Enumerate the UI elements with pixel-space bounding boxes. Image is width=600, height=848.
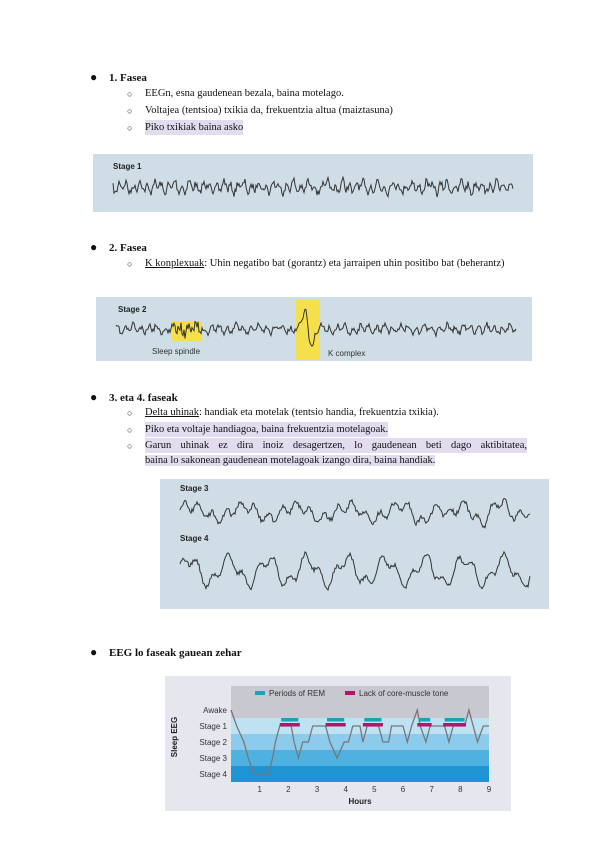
- section1-item-3: Piko txikiak baina asko: [145, 122, 244, 133]
- section3-item-3-line1: Garun uhinak ez dira inoiz desagertzen, lo gaudenean beti dago aktibitatea,: [145, 440, 527, 451]
- stage4-label: Stage 4: [180, 534, 209, 543]
- tone-period-bar: [280, 723, 300, 727]
- stage3-label: Stage 3: [180, 484, 209, 493]
- stage-label: Stage 2: [199, 738, 227, 747]
- tone-period-bar: [326, 723, 346, 727]
- bullet-dot: ●: [90, 240, 98, 254]
- bullet-dot: ●: [90, 645, 98, 659]
- stage-label: Awake: [203, 706, 227, 715]
- section4-title: EEG lo faseak gauean zehar: [109, 647, 242, 659]
- stage-label: Stage 3: [199, 754, 227, 763]
- section3-item-1: [145, 405, 439, 420]
- bullet-dot: ●: [90, 70, 98, 84]
- tone-period-bar: [417, 723, 431, 727]
- stage-label: Stage 4: [199, 770, 227, 779]
- section3-item-2: Piko eta voltaje handiagoa, baina frekuentzia motelagoak.: [145, 424, 389, 435]
- y-axis-label: Sleep EEG: [170, 716, 179, 758]
- sub-bullet: ○: [127, 425, 133, 435]
- hour-tick-label: 9: [486, 785, 492, 794]
- tone-period-bar: [443, 723, 466, 727]
- stage2-label: Stage 2: [118, 305, 147, 314]
- sub-bullet: ○: [127, 106, 133, 116]
- k-complex-term: K konplexuak: [145, 258, 205, 269]
- section2-item-rest: : Uhin negatibo bat (gorantz) eta jarraipen uhin positibo bat (beherantz): [204, 258, 505, 269]
- sub-bullet: ○: [127, 441, 133, 451]
- spindle-label: Sleep spindle: [152, 347, 201, 356]
- legend-rem-swatch: [255, 691, 265, 695]
- hour-ticks: [257, 785, 491, 794]
- section3-item-3: [145, 438, 527, 468]
- legend-tone-label: Lack of core-muscle tone: [359, 689, 449, 698]
- stage1-eeg-figure: [93, 154, 533, 212]
- stage1-label: Stage 1: [113, 162, 142, 171]
- hour-tick-label: 8: [458, 785, 463, 794]
- stage-labels: [199, 706, 227, 779]
- section2-title: 2. Fasea: [109, 242, 147, 254]
- tone-period-bar: [363, 723, 383, 727]
- sleep-stages-chart: [165, 676, 511, 811]
- stage1-wave: [113, 177, 513, 197]
- sub-bullet: ○: [127, 408, 133, 418]
- sub-bullet: ○: [127, 259, 133, 269]
- sub-bullet: ○: [127, 123, 133, 133]
- hour-tick-label: 7: [429, 785, 434, 794]
- hour-tick-label: 2: [286, 785, 291, 794]
- delta-term: Delta uhinak: [145, 407, 199, 418]
- section1-title: 1. Fasea: [109, 72, 147, 84]
- kcomplex-label: K complex: [328, 349, 366, 358]
- legend-rem-label: Periods of REM: [269, 689, 326, 698]
- rem-period-bar: [364, 718, 381, 722]
- hour-tick-label: 1: [257, 785, 262, 794]
- legend-tone-swatch: [345, 691, 355, 695]
- stage-label: Stage 1: [199, 722, 227, 731]
- hour-tick-label: 5: [372, 785, 377, 794]
- hour-tick-label: 3: [314, 785, 320, 794]
- section3-item-3-line2: baina lo sakonean gaudenean motelagoak izango dira, baina handiak.: [145, 455, 436, 466]
- rem-period-bar: [445, 718, 465, 722]
- section1-item-2: Voltajea (tentsioa) txikia da, frekuentzia altua (maiztasuna): [145, 105, 393, 116]
- rem-period-bar: [281, 718, 298, 722]
- bullet-dot: ●: [90, 390, 98, 404]
- x-axis-label: Hours: [348, 797, 372, 806]
- rem-period-bar: [327, 718, 344, 722]
- stage4-wave: [180, 552, 530, 590]
- stage3-wave: [180, 499, 530, 528]
- rem-period-bar: [419, 718, 430, 722]
- sub-bullet: ○: [127, 89, 133, 99]
- hour-tick-label: 6: [400, 785, 406, 794]
- section1-item-1: EEGn, esna gaudenean bezala, baina motelago.: [145, 88, 344, 99]
- stage2-eeg-figure: [96, 297, 532, 361]
- section3-title: 3. eta 4. faseak: [109, 392, 178, 404]
- hour-tick-label: 4: [343, 785, 348, 794]
- stage34-eeg-figure: [160, 479, 549, 609]
- section2-item: [145, 256, 527, 271]
- section3-item-1-rest: : handiak eta motelak (tentsio handia, frekuentzia txikia).: [198, 407, 439, 418]
